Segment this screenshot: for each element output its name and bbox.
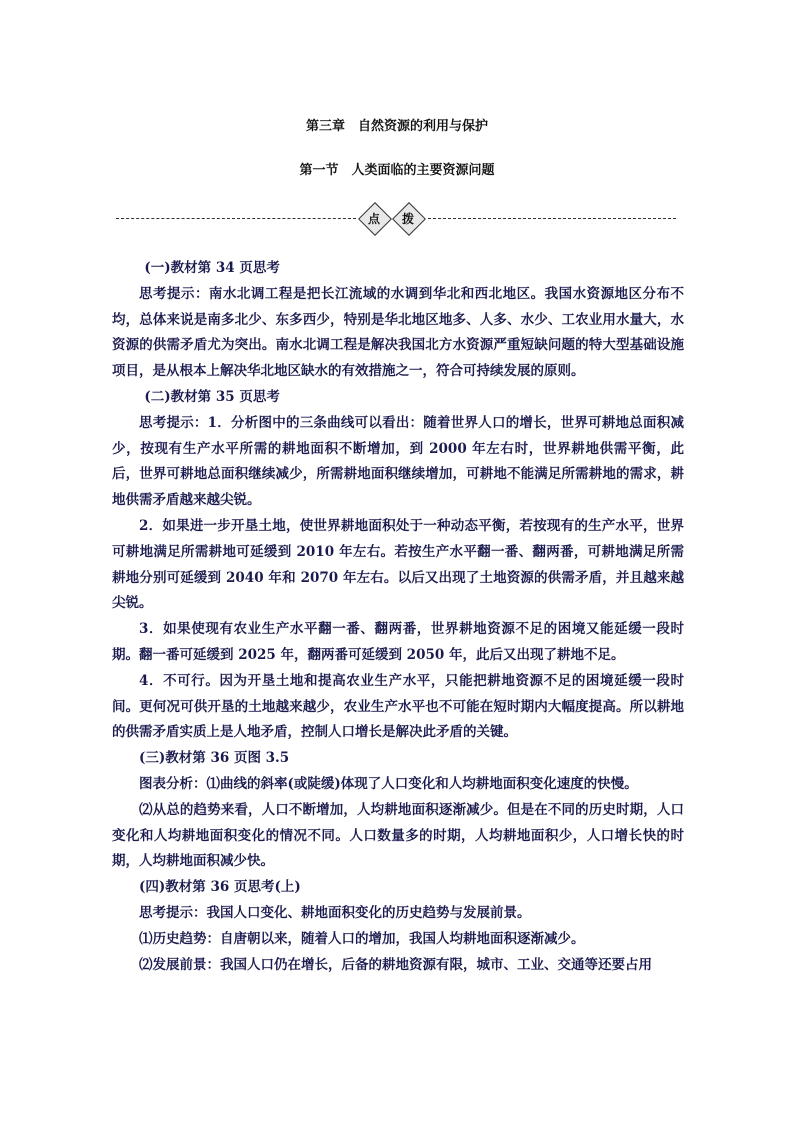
badge-char-1: 点 (367, 212, 380, 226)
subsection-heading-3: (三)教材第 36 页图 3.5 (139, 750, 290, 767)
chapter-title: 第三章 自然资源的利用与保护 (305, 119, 488, 134)
subsection-heading-1: (一)教材第 34 页思考 (144, 260, 280, 276)
paragraph: 思考提示：南水北调工程是把长江流域的水调到华北和西北地区。我国水资源地区分布不均，总体来说是南多北少、东多西少，特别是华北地区地多、人多、水少、工农业用水量大，水资源的供需矛盾尤为突出。南水北调工程是解决我国北方水资源严重短缺问题的特大型基础设施项目，是从根本上解决华北地区缺水的有效措施之一，符合可持续发展的原则。 (112, 285, 684, 380)
paragraph: 2．如果进一步开垦土地，使世界耕地面积处于一种动态平衡，若按现有的生产水平，世界可耕地满足所需耕地可延缓到 2010 年左右。若按生产水平翻一番、翻两番，可耕地满足所需耕地分别可延缓到 2040 年和 2070 年左右。以后又出现了土地资源的供需矛盾，并且越来越尖锐。 (112, 517, 684, 612)
badge-char-2: 拨 (401, 212, 414, 226)
section-divider (116, 205, 676, 235)
section-title: 第一节 人类面临的主要资源问题 (299, 163, 495, 178)
divider-line-right (428, 218, 676, 219)
subsection-heading-2: (二)教材第 35 页思考 (144, 388, 280, 405)
paragraph: 思考提示：1．分析图中的三条曲线可以看出：随着世界人口的增长，世界可耕地总面积减少，按现有生产水平所需的耕地面积不断增加，到 2000 年左右时，世界耕地供需平衡，此后，世界可耕地总面积继续减少，所需耕地面积继续增加，可耕地不能满足所需耕地的需求，耕地供需矛盾越来越尖锐。 (112, 414, 684, 509)
document-body (112, 256, 684, 978)
paragraph: ⑵从总的趋势来看，人口不断增加，人均耕地面积逐渐减少。但是在不同的历史时期，人口变化和人均耕地面积变化的情况不同。人口数量多的时期，人均耕地面积少，人口增长快的时期，人均耕地面积减少快。 (112, 801, 684, 870)
divider-line-left (116, 218, 356, 219)
subsection-heading-4: (四)教材第 36 页思考(上) (139, 879, 301, 896)
paragraph: ⑵发展前景：我国人口仍在增长，后备的耕地资源有限，城市、工业、交通等还要占用 (139, 956, 652, 973)
paragraph: ⑴历史趋势：自唐朝以来，随着人口的增加，我国人均耕地面积逐渐减少。 (139, 930, 585, 947)
paragraph: 4．不可行。因为开垦土地和提高农业生产水平，只能把耕地资源不足的困境延缓一段时间。更何况可供开垦的土地越来越少，农业生产水平也不可能在短时期内大幅度提高。所以耕地的供需矛盾实质上是人地矛盾，控制人口增长是解决此矛盾的关键。 (112, 672, 684, 741)
paragraph: 图表分析：⑴曲线的斜率(或陡缓)体现了人口变化和人均耕地面积变化速度的快慢。 (139, 775, 638, 792)
paragraph: 3．如果使现有农业生产水平翻一番、翻两番，世界耕地资源不足的困境又能延缓一段时期。翻一番可延缓到 2025 年，翻两番可延缓到 2050 年，此后又出现了耕地不足。 (112, 621, 684, 663)
paragraph: 思考提示：我国人口变化、耕地面积变化的历史趋势与发展前景。 (139, 904, 531, 921)
